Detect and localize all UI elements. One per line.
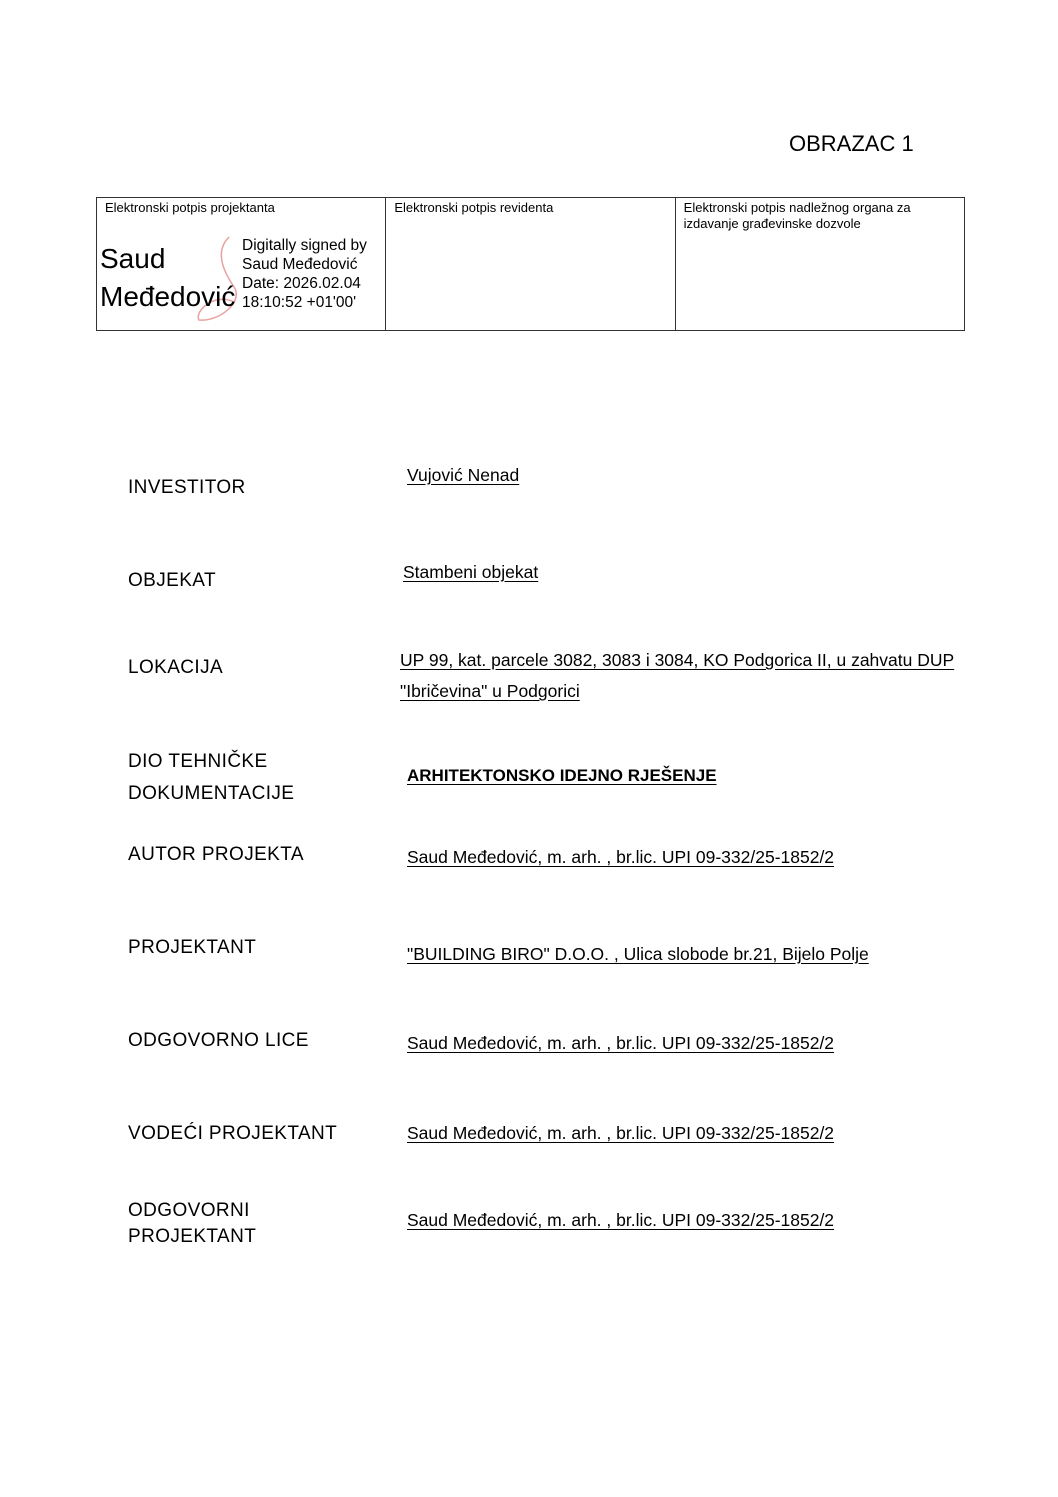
lokacija-label: LOKACIJA xyxy=(128,657,224,678)
odgovorno-lice-label: ODGOVORNO LICE xyxy=(128,1030,309,1051)
lokacija-value-line1: UP 99, kat. parcele 3082, 3083 i 3084, KO Podgorica II, u zahvatu DUP xyxy=(400,650,955,670)
investitor-label: INVESTITOR xyxy=(128,477,246,498)
investitor-value: Vujović Nenad xyxy=(407,465,520,485)
objekat-value: Stambeni objekat xyxy=(403,562,539,582)
odgovorno-lice-value: Saud Međedović, m. arh. , br.lic. UPI 09-332/25-1852/2 xyxy=(407,1033,835,1053)
signature-details: Digitally signed by Saud Međedović Date: 2026.02.04 18:10:52 +01'00' xyxy=(242,237,367,311)
autor-value: Saud Međedović, m. arh. , br.lic. UPI 09-332/25-1852/2 xyxy=(407,847,835,867)
odgovorni-label-line2: PROJEKTANT xyxy=(128,1226,257,1247)
designer-header: Elektronski potpis projektanta xyxy=(105,200,275,215)
lokacija-value-line2: "Ibričevina" u Podgorici xyxy=(400,681,580,701)
objekat-label: OBJEKAT xyxy=(128,570,216,591)
signer-name: Saud Međedović xyxy=(100,243,236,312)
odgovorni-value: Saud Međedović, m. arh. , br.lic. UPI 09-332/25-1852/2 xyxy=(407,1210,835,1230)
projektant-value: "BUILDING BIRO" D.O.O. , Ulica slobode br.21, Bijelo Polje xyxy=(407,944,869,964)
vodeci-value: Saud Međedović, m. arh. , br.lic. UPI 09-332/25-1852/2 xyxy=(407,1123,835,1143)
projektant-label: PROJEKTANT xyxy=(128,937,257,958)
authority-header: Elektronski potpis nadležnog organa za izdavanje građevinske dozvole xyxy=(683,200,911,231)
signature-table xyxy=(96,197,965,331)
reviewer-header: Elektronski potpis revidenta xyxy=(394,200,554,215)
autor-label: AUTOR PROJEKTA xyxy=(128,844,304,865)
dio-label-line2: DOKUMENTACIJE xyxy=(128,783,295,804)
authority-signature-cell xyxy=(675,198,964,331)
odgovorni-label-line1: ODGOVORNI xyxy=(128,1200,250,1221)
dio-label-line1: DIO TEHNIČKE xyxy=(128,751,268,772)
vodeci-label: VODEĆI PROJEKTANT xyxy=(128,1123,338,1144)
form-number: OBRAZAC 1 xyxy=(789,131,914,156)
reviewer-signature-cell xyxy=(386,198,675,331)
designer-signature-cell xyxy=(97,198,386,331)
dio-value: ARHITEKTONSKO IDEJNO RJEŠENJE xyxy=(407,766,717,785)
